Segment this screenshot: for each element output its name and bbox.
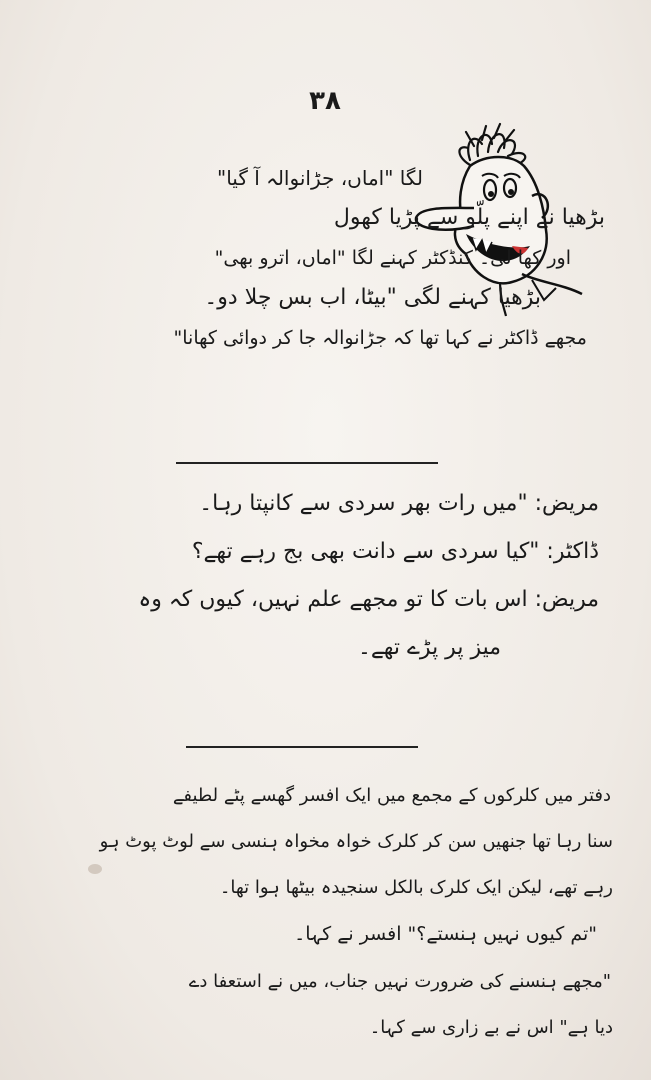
- joke2-line-2: ڈاکٹر: "کیا سردی سے دانت بھی بج رہے تھے؟: [191, 539, 599, 564]
- joke3-line-6: دیا ہے" اس نے بے زاری سے کہا۔: [369, 1017, 613, 1038]
- joke2-line-3: مریض: اس بات کا تو مجھے علم نہیں، کیوں کہ وہ: [138, 587, 599, 612]
- joke3-line-5: "مجھے ہنسنے کی ضرورت نہیں جناب، میں نے استعفا دے: [188, 971, 611, 992]
- joke1-line-2: بڑھیا نے اپنے پلّو سے پڑیا کھول: [333, 205, 605, 230]
- joke1-line-4: بڑھیا کہنے لگی "بیٹا، اب بس چلا دو۔: [204, 285, 541, 310]
- joke3-line-2: سنا رہا تھا جنھیں سن کر کلرک خواہ مخواہ ہنسی سے لوٹ پوٹ ہو: [99, 831, 613, 852]
- section-divider-2: [186, 746, 418, 748]
- paper-stain: [88, 864, 102, 874]
- joke2-line-1: مریض: "میں رات بھر سردی سے کانپتا رہا۔: [199, 491, 599, 516]
- joke1-line-5: مجھے ڈاکٹر نے کہا تھا کہ جڑانوالہ جا کر دوائی کھانا": [173, 327, 587, 349]
- joke1-line-1: لگا "اماں، جڑانوالہ آ گیا": [217, 166, 423, 190]
- section-divider-1: [176, 462, 438, 464]
- joke3-line-1: دفتر میں کلرکوں کے مجمع میں ایک افسر گھسے پٹے لطیفے: [172, 785, 611, 806]
- joke3-line-3: رہے تھے، لیکن ایک کلرک بالکل سنجیدہ بیٹھا ہوا تھا۔: [219, 877, 613, 898]
- joke3-line-4: "تم کیوں نہیں ہنستے؟" افسر نے کہا۔: [294, 923, 597, 945]
- joke1-line-3: اور کھا لی۔ کنڈکٹر کہنے لگا "اماں، اترو بھی": [214, 247, 571, 269]
- joke2-line-4: میز پر پڑے تھے۔: [358, 635, 501, 660]
- page-number: ۳۸: [309, 86, 341, 116]
